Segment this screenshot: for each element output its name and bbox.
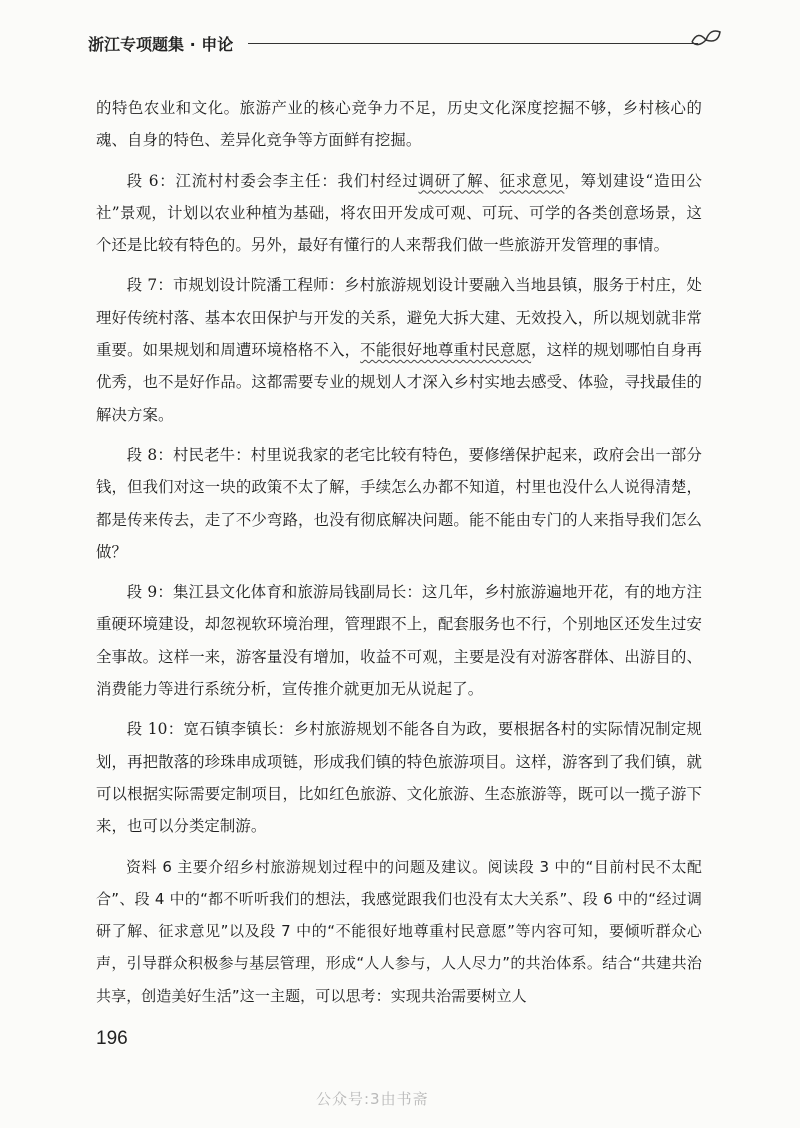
text-run: 段 6：江流村村委会李主任：我们村经过 bbox=[126, 171, 419, 190]
main-text bbox=[96, 92, 702, 1020]
text-run: 段 8：村民老牛：村里说我家的老宅比较有特色，要修缮保护起来，政府会出一部分钱，但我们对这一块的政策不太了解，手续怎么办都不知道，村里也没什么人说得清楚，都是传来传去，走了不少弯路，也没有彻底解决问题。能不能由专门的人来指导我们怎么做？ bbox=[96, 445, 702, 561]
header-title: 浙江专项题集 · 申论 bbox=[88, 35, 234, 54]
paragraph bbox=[96, 439, 702, 568]
paragraph bbox=[96, 576, 702, 705]
text-run: ，这样的规划哪怕自身再优秀，也不是好作品。这都需要专业的规划人才深入乡村实地去感受、体验，寻找最佳的解决方案。 bbox=[96, 341, 702, 424]
text-run: 段 7：市规划设计院潘工程师：乡村旅游规划设计要融入当地县镇，服务于村庄，处理好传统村落、基本农田保护与开发的关系，避免大拆大建、无效投入，所以规划就非常重要。如果规划和周遭环境格格不入， bbox=[96, 276, 702, 360]
text-run: 段 10：宽石镇李镇长：乡村旅游规划不能各自为政，要根据各村的实际情况制定规划，再把散落的珍珠串成项链，形成我们镇的特色旅游项目。这样，游客到了我们镇，就可以根据实际需要定制项目，比如红色旅游、文化旅游、生态旅游等，既可以一揽子游下来，也可以分类定制游。 bbox=[96, 720, 702, 836]
text-run: 资料 6 主要介绍乡村旅游规划过程中的问题及建议。阅读段 3 中的“目前村民不太配合”、段 4 中的“都不听听我们的想法，我感觉跟我们也没有太大关系”、段 6 中的“经过调研了解、征求意见”以及段 7 中的“不能很好地尊重村民意愿”等内容可知，要倾听群众心声，引导群众积极参与基层管理，形成“人人参与，人人尽力”的共治体系。结合“共建共治共享，创造美好生活”这一主题，可以思考：实现共治需要树立人 bbox=[96, 857, 702, 1005]
text-run: ，筹划建设“造田公社”景观，计划以农业种植为基础，将农田开发成可观、可玩、可学的各类创意场景，这个还是比较有特色的。另外，最好有懂行的人来帮我们做一些旅游开发管理的事情。 bbox=[96, 171, 702, 255]
watermark: 公众号:3由书斋 bbox=[316, 1090, 429, 1108]
page-number: 196 bbox=[96, 1028, 128, 1049]
wavy-underlined-text: 征求意见 bbox=[499, 171, 565, 190]
paragraph bbox=[96, 165, 702, 262]
paragraph bbox=[96, 92, 702, 157]
paragraph bbox=[96, 713, 702, 842]
text-run: 的特色农业和文化。旅游产业的核心竞争力不足，历史文化深度挖掘不够，乡村核心的魂、自身的特色、差异化竞争等方面鲜有挖掘。 bbox=[96, 99, 702, 150]
wavy-underlined-text: 不能很好地尊重村民意愿 bbox=[360, 341, 532, 360]
wavy-underlined-text: 调研了解 bbox=[418, 171, 484, 190]
paragraph bbox=[96, 269, 702, 430]
sprout-icon bbox=[688, 26, 722, 56]
page-header bbox=[88, 30, 718, 62]
summary-paragraph bbox=[96, 851, 702, 1012]
header-rule bbox=[248, 43, 698, 44]
text-run: 段 9：集江县文化体育和旅游局钱副局长：这几年，乡村旅游遍地开花，有的地方注重硬环境建设，却忽视软环境治理，管理跟不上，配套服务也不行，个别地区还发生过安全事故。这样一来，游客量没有增加，收益不可观，主要是没有对游客群体、出游目的、消费能力等进行系统分析，宣传推介就更加无从说起了。 bbox=[96, 583, 702, 699]
text-run: 、 bbox=[483, 171, 500, 190]
